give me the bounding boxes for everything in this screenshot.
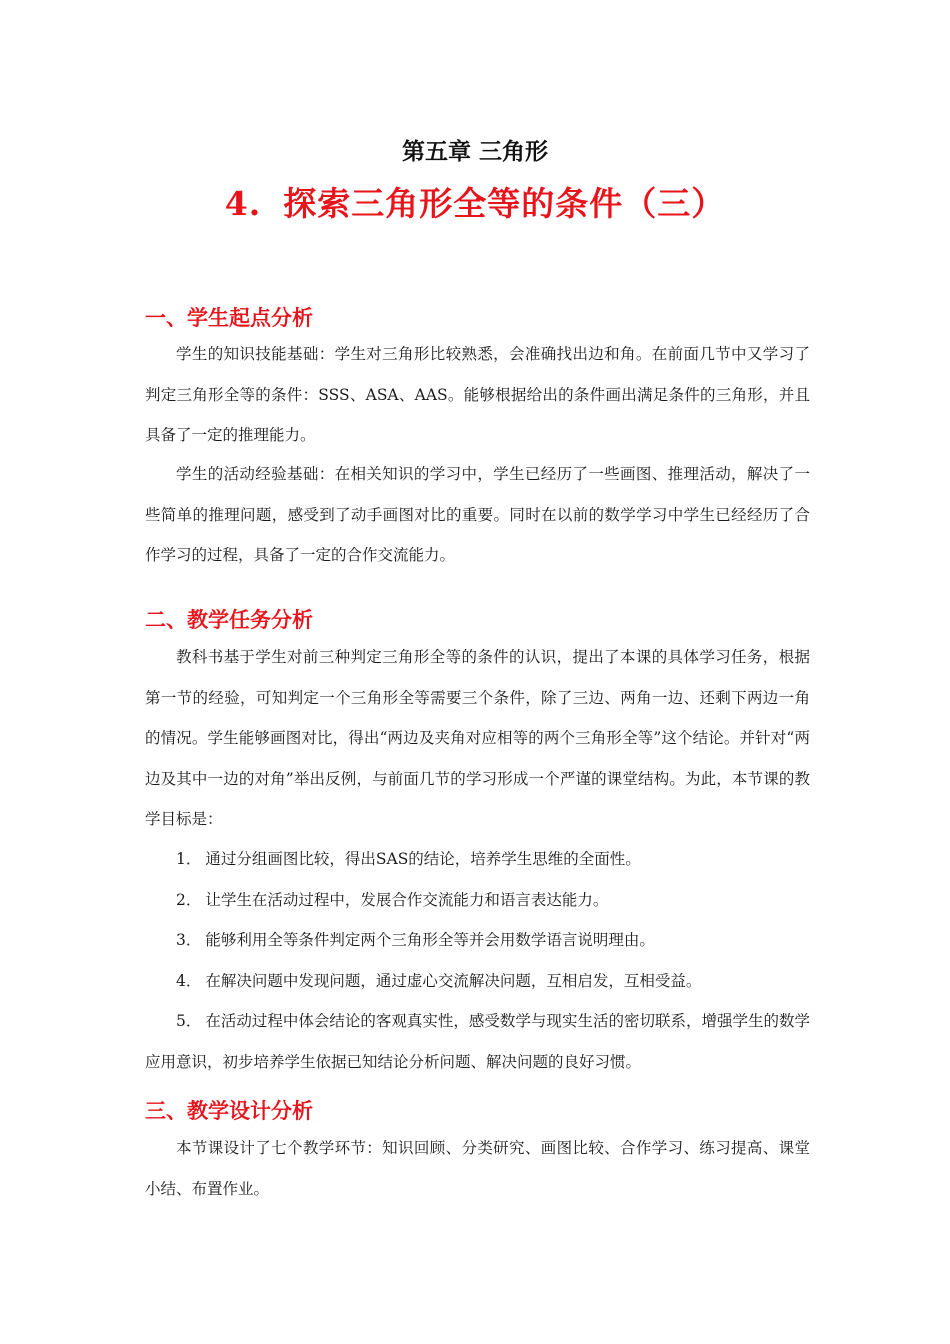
objective-item: 3． 能够利用全等条件判定两个三角形全等并会用数学语言说明理由。 (176, 931, 655, 949)
section-heading-task-analysis: 二、教学任务分析 (145, 607, 313, 632)
objective-item: 4． 在解决问题中发现问题，通过虚心交流解决问题，互相启发，互相受益。 (176, 971, 702, 990)
objective-item: 5． 在活动过程中体会结论的客观真实性，感受数学与现实生活的密切联系，增强学生的数学应用意识，初步培养学生依据已知结论分析问题、解决问题的良好习惯。 (145, 1012, 810, 1071)
paragraph-task-analysis: 教科书基于学生对前三种判定三角形全等的条件的认识，提出了本课的具体学习任务，根据第一节的经验，可知判定一个三角形全等需要三个条件，除了三边、两角一边、还剩下两边一角的情况。学生能够画图对比，得出“两边及夹角对应相等的两个三角形全等”这个结论。并针对“两边及其中一边的对角”举出反例，与前面几节的学习形成一个严谨的课堂结构。为此，本节课的教学目标是： (145, 648, 810, 828)
chapter-title: 第五章 三角形 (401, 138, 548, 165)
lesson-number: 4. (224, 184, 262, 223)
objective-item: 2． 让学生在活动过程中，发展合作交流能力和语言表达能力。 (176, 890, 609, 909)
lesson-title (0, 178, 950, 225)
section-heading-student-analysis: 一、学生起点分析 (145, 305, 313, 330)
section-heading-design-analysis: 三、教学设计分析 (145, 1098, 313, 1123)
objectives-list (145, 839, 810, 1082)
lesson-title-text: 探索三角形全等的条件（三） (283, 184, 726, 223)
objective-item: 1． 通过分组画图比较，得出SAS的结论，培养学生思维的全面性。 (176, 850, 641, 868)
paragraph-design-analysis: 本节课设计了七个教学环节：知识回顾、分类研究、画图比较、合作学习、练习提高、课堂小结、布置作业。 (145, 1139, 810, 1198)
paragraph-knowledge-basis: 学生的知识技能基础：学生对三角形比较熟悉，会准确找出边和角。在前面几节中又学习了判定三角形全等的条件：SSS、ASA、AAS。能够根据给出的条件画出满足条件的三角形，并且具备了一定的推理能力。 (145, 345, 810, 444)
paragraph-activity-basis: 学生的活动经验基础：在相关知识的学习中，学生已经历了一些画图、推理活动，解决了一些简单的推理问题，感受到了动手画图对比的重要。同时在以前的数学学习中学生已经经历了合作学习的过程，具备了一定的合作交流能力。 (145, 465, 810, 564)
